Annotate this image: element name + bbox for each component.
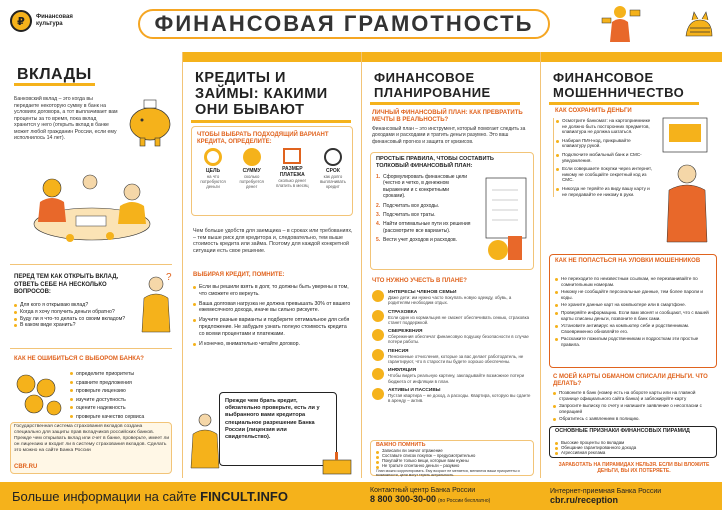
coin-stack-icon: [243, 148, 261, 166]
bank-choice-list: [70, 370, 178, 421]
family-table-illustration-icon: [10, 164, 174, 256]
money-lady-illustration-icon: [600, 2, 644, 48]
consider-item: СБЕРЕЖЕНИЯ Сбережения обеспечат финансовую подушку безопасности в случае потери работы.: [372, 329, 534, 345]
list-item: 2. Подсчитать все доходы.: [376, 202, 440, 209]
target-icon: [204, 148, 222, 166]
list-item: Подключите мобильный банк и СМС-уведомления.: [556, 152, 653, 163]
factor-amount: СУММУ сколько потребуется денег: [234, 148, 270, 189]
list-item: 4. Найти оптимальные пути их решения (рассмотрите все варианты).: [376, 221, 471, 234]
deposits-title: ВКЛАДЫ: [14, 66, 95, 86]
column-credits: [183, 52, 361, 478]
list-item: Обратитесь с заявлением в полицию.: [553, 416, 715, 422]
list-item: Агрессивная реклама: [555, 450, 713, 455]
factor-payment: РАЗМЕР ПЛАТЕЖА сколько денег платить в месяц: [272, 148, 312, 189]
fincult-link[interactable]: FINCULT.INFO: [200, 488, 288, 504]
list-item: Расскажите пожилым родственникам и подросткам эти простые правила.: [555, 336, 713, 347]
list-item: Для кого я открываю вклад?: [14, 302, 134, 309]
list-item: сравните предложения: [70, 379, 178, 388]
consider-item: ИНФЛЯЦИЯ Чтобы видеть реальную картину, закладывайте возможное потери бюджета от инфляции в план.: [372, 368, 534, 384]
pyramid-list: [555, 440, 713, 456]
footer: [0, 482, 722, 510]
logo: [10, 10, 82, 32]
credit-choose-title: ЧТОБЫ ВЫБРАТЬ ПОДХОДЯЩИЙ ВАРИАНТ КРЕДИТА, ОПРЕДЕЛИТЕ:: [197, 132, 329, 145]
list-item: Если совершаете покупки через интернет, никому не сообщайте секретный код из СМС.: [556, 166, 653, 183]
consider-item: АКТИВЫ И ПАССИВЫ Пустая квартира – не доход, а расходы. Квартира, которую вы сдаете в аренду – актив.: [372, 388, 534, 404]
savings-jar-icon: [372, 329, 384, 341]
checklist-illustration-icon: [478, 174, 532, 264]
column-deposits: [0, 52, 182, 478]
logo-text: Финансовая культура: [36, 14, 73, 27]
contact-phone[interactable]: 8 800 300-30-00: [370, 494, 437, 504]
plan-title: ЛИЧНЫЙ ФИНАНСОВЫЙ ПЛАН: КАК ПРЕВРАТИТЬ МЕЧТЫ В РЕАЛЬНОСТЬ?: [372, 110, 523, 123]
footer-contact: Контактный центр Банка России 8 800 300-30-00 (по России бесплатно): [370, 487, 491, 504]
list-item: Никогда не теряйте из виду вашу карту и не передавайте ее никому в руки.: [556, 186, 653, 197]
footer-reception: Интернет-приемная Банка России cbr.ru/reception: [550, 487, 710, 505]
piggy-bank-illustration-icon: [122, 90, 178, 150]
list-item: Позвоните в банк (номер есть на обороте карты или на главной странице официального сайта банка) и заблокируйте карту: [553, 390, 715, 401]
credit-remember-list: [193, 284, 353, 347]
column-fraud: [541, 52, 722, 478]
deposit-questions-list: [14, 302, 134, 329]
list-item: 3. Подсчитать все траты.: [376, 212, 436, 219]
plan-text: Финансовый план – это инструмент, который помогает следить за доходами и расходами и тратить деньги разумно. Это ваш финансовый прогноз и защита от кризисов.: [372, 126, 526, 145]
coins-illustration-icon: [12, 370, 66, 420]
header: [0, 0, 722, 50]
list-item: 1. Сформулировать финансовые цели (честно и четко, в денежном выражении и с конкретными сроками).: [376, 174, 468, 200]
fraud-title: ФИНАНСОВОЕ МОШЕННИЧЕСТВО: [549, 68, 699, 105]
list-item: Высокие проценты по вкладам: [555, 440, 713, 445]
list-item: Записали ли значат отражение: [376, 449, 530, 454]
list-item: Осмотрите банкомат: на картоприемнике не должно быть посторонних предметов, клавиатура не должна шататься.: [556, 118, 653, 135]
save-money-list: [553, 118, 653, 197]
list-item: Изучите разные варианты и подберите оптимальное для себя предложение. Не забудьте узнать полную стоимость кредита со всеми процентами и платежами.: [193, 317, 353, 337]
family-icon: [372, 290, 384, 302]
list-item: оцените надежность: [70, 404, 178, 413]
list-item: определите приоритеты: [70, 370, 178, 379]
house-icon: [372, 388, 384, 400]
footer-site: Больше информации на сайте FINCULT.INFO: [12, 488, 288, 504]
calendar-icon: [283, 148, 301, 164]
list-item: Когда я хочу получить деньги обратно?: [14, 309, 134, 316]
stolen-money-list: [553, 390, 715, 422]
list-item: Запросите выписку по счету и напишите заявление о несогласии с операцией: [553, 403, 715, 414]
question-person-illustration-icon: [136, 272, 176, 336]
person-loan-illustration-icon: [187, 410, 223, 472]
credit-license-note: Прежде чем брать кредит, обязательно проверьте, есть ли у выбранного вами кредитора специальное разрешение Банка России (лицензия или свидетельство).: [225, 398, 320, 441]
umbrella-icon: [372, 310, 384, 322]
consider-item: СТРАХОВКА Если один из кормильцев не сможет обеспечивать семью, страховка станет поддержкой.: [372, 310, 534, 326]
important-foot: План можно корректировать. Ему возраст не меняется, меняются ваши приоритеты и возможности, цели могут терять актуальность.: [376, 469, 520, 478]
cbr-link[interactable]: CBR.RU: [14, 464, 38, 470]
list-item: Если вы решили взять в долг, то должны быть уверены в том, что сможете его вернуть.: [193, 284, 353, 298]
factor-purpose: ЦЕЛЬ на что потребуются деньги: [195, 148, 231, 189]
pyramid-title: ОСНОВНЫЕ ПРИЗНАКИ ФИНАНСОВЫХ ПИРАМИД: [555, 428, 690, 434]
list-item: Покупайте только вещи, которые вам нужны: [376, 459, 530, 464]
list-item: Буду ли я что-то делать со своим вкладом?: [14, 316, 134, 323]
avoid-fraud-list: [555, 276, 713, 348]
plan-rules-list: [376, 174, 472, 244]
list-item: Не храните данные карт на компьютере или в смартфоне.: [555, 302, 713, 308]
avoid-fraud-title: КАК НЕ ПОПАСТЬСЯ НА УЛОВКИ МОШЕННИКОВ: [555, 258, 701, 264]
plan-consider-title: ЧТО НУЖНО УЧЕСТЬ В ПЛАНЕ?: [372, 278, 467, 284]
list-item: И конечно, внимательно читайте договор.: [193, 341, 353, 348]
credit-remember-title: ВЫБИРАЯ КРЕДИТ, ПОМНИТЕ:: [193, 272, 285, 278]
credits-title: КРЕДИТЫ И ЗАЙМЫ: КАКИМИ ОНИ БЫВАЮТ: [191, 68, 351, 123]
list-item: Ваша долговая нагрузка не должна превышать 30% от вашего ежемесячного дохода, иначе вы сильно рискуете.: [193, 301, 353, 315]
list-item: Обещание гарантированного дохода: [555, 445, 713, 450]
list-item: Установите антивирус на компьютер себе и родственникам. Своевременно обновляйте его.: [555, 323, 713, 334]
pension-icon: [372, 349, 384, 361]
deposits-intro: Банковский вклад – это когда вы передаете некоторую сумму в банк на условиях договора, а тот выплачивает вам проценты за то время, пока вклад хранится у него (открыть вклад в банке может любой гражданин России, если ему исполнилось 14 лет).: [14, 96, 118, 141]
planning-title: ФИНАНСОВОЕ ПЛАНИРОВАНИЕ: [370, 68, 520, 105]
plan-rules-title: ПРОСТЫЕ ПРАВИЛА, ЧТОБЫ СОСТАВИТЬ ТОЛКОВЫЙ ФИНАНСОВЫЙ ПЛАН:: [376, 156, 494, 169]
list-item: В каком виде хранить?: [14, 322, 134, 329]
cake-illustration-icon: [317, 450, 357, 476]
ruble-logo-icon: ₽: [10, 10, 32, 32]
consider-item: ИНТЕРЕСЫ ЧЛЕНОВ СЕМЬИ Даже дети: им нужно часто покупать новую одежду, обувь, а родителям необходим отдых.: [372, 290, 534, 306]
list-item: изучите доступность: [70, 396, 178, 405]
clock-icon: [324, 148, 342, 166]
consider-item: ПЕНСИЯ Пенсионные отчисления, которые за вас делает работодатель, не гарантируют, что в старости вы будете хорошо обеспечены.: [372, 349, 534, 365]
list-item: Не переходите по неизвестным ссылкам, не перезванивайте по сомнительным номерам.: [555, 276, 713, 287]
deposit-insurance-text: Государственная система страхования вкладов создана специально для защиты прав вкладчиков российских банков. Прежде чем открывать вклад или счет в банке, проверьте, имеет ли он лицензию и входит ли в систему страхования вкладов. Сделать это можно на сайте Банка России: [14, 424, 170, 454]
important-title: ВАЖНО ПОМНИТЬ: [376, 442, 426, 448]
reception-link[interactable]: cbr.ru/reception: [550, 495, 619, 505]
stolen-money-title: С МОЕЙ КАРТЫ ОБМАНОМ СПИСАЛИ ДЕНЬГИ. ЧТО ДЕЛАТЬ?: [553, 374, 708, 387]
svg-text:?: ?: [166, 272, 172, 283]
save-money-title: КАК СОХРАНИТЬ ДЕНЬГИ: [555, 108, 632, 114]
inflation-icon: [372, 368, 384, 380]
atm-illustration-icon: [659, 114, 717, 248]
list-item: проверьте качество сервиса: [70, 413, 178, 422]
list-item: Никому не сообщайте персональные данные, тем более пароли и коды.: [555, 289, 713, 300]
list-item: Составьте список покупок – предусмотрительно: [376, 454, 530, 459]
page-title: ФИНАНСОВАЯ ГРАМОТНОСТЬ: [138, 9, 550, 39]
plan-consider-list: [372, 290, 534, 404]
pyramid-warning: ЗАРАБОТАТЬ НА ПИРАМИДАХ НЕЛЬЗЯ. ЕСЛИ ВЫ ВЛОЖИТЕ ДЕНЬГИ, ВЫ ИХ ПОТЕРЯЕТЕ.: [558, 462, 710, 474]
cat-illustration-icon: [678, 6, 718, 46]
important-list: [376, 449, 530, 469]
list-item: 5. Вести учет доходов и расходов.: [376, 237, 458, 244]
column-planning: [362, 52, 540, 478]
bank-choice-title: КАК НЕ ОШИБИТЬСЯ С ВЫБОРОМ БАНКА?: [14, 356, 144, 362]
deposit-questions-title: ПЕРЕД ТЕМ КАК ОТКРЫТЬ ВКЛАД, ОТВЕТЬ СЕБЕ НА НЕСКОЛЬКО ВОПРОСОВ:: [14, 274, 119, 295]
list-item: Не тратьте спонтанно деньги – разумно: [376, 464, 530, 469]
credit-info-text: Чем больше удобств для заемщика – в сроках или требованиях, – тем выше риск для кредитора и, следовательно, тем выше стоимость кредита или займа. Поэтому для каждой конкретной ситуации есть свое решение.: [193, 228, 353, 255]
credit-factors: [195, 148, 351, 189]
list-item: Проверяйте информацию. Если вам звонят и сообщают, что с вашей карты списаны деньги, позвоните в банк сами.: [555, 310, 713, 321]
list-item: проверьте лицензию: [70, 387, 178, 396]
factor-term: СРОК как долго выплачивать кредит: [315, 148, 351, 189]
list-item: Набирая ПИН-код, прикрывайте клавиатуру рукой.: [556, 138, 653, 149]
